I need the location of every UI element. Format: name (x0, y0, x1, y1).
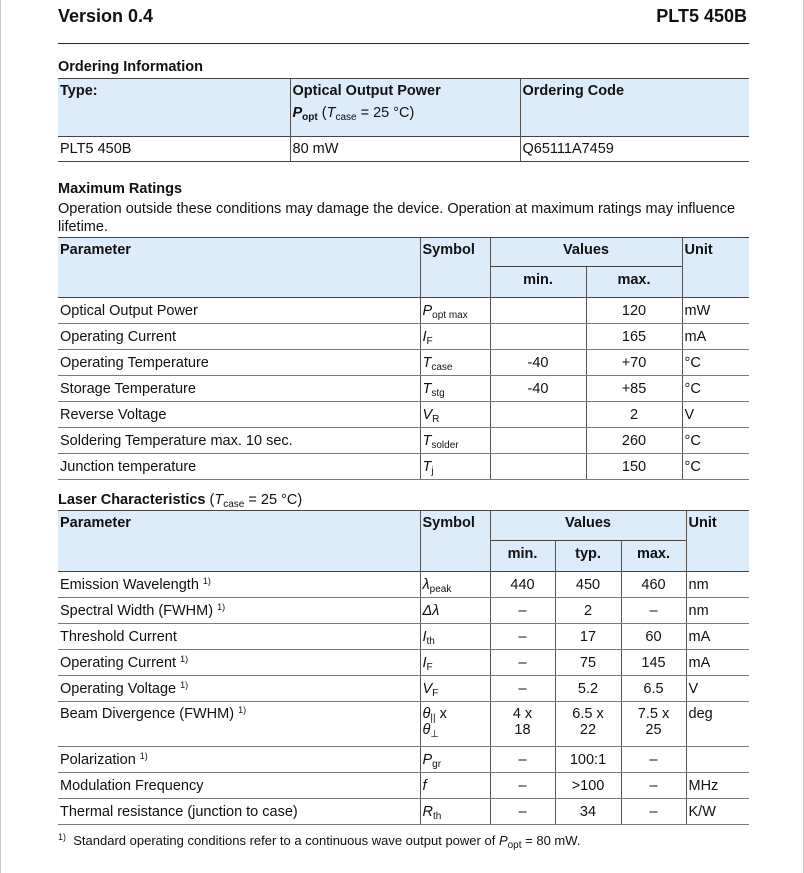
lc-parameter: Thermal resistance (junction to case) (58, 799, 420, 825)
mr-unit: °C (682, 428, 749, 454)
table-row (58, 324, 749, 350)
mr-max: 165 (586, 324, 682, 350)
lc-col-typ: typ. (555, 541, 621, 572)
lc-min: – (490, 598, 555, 624)
mr-col-max: max. (586, 267, 682, 298)
lc-unit: deg (686, 702, 749, 747)
lc-symbol: $R_{th}$ (420, 799, 490, 825)
mr-parameter: Optical Output Power (58, 298, 420, 324)
table-row (58, 454, 749, 480)
lc-unit: V (686, 676, 749, 702)
mr-unit: V (682, 402, 749, 428)
lc-symbol: $P_{gr}$ (420, 747, 490, 773)
mr-min (490, 324, 586, 350)
mr-max: 120 (586, 298, 682, 324)
mr-max: +70 (586, 350, 682, 376)
lc-max: – (621, 598, 686, 624)
mr-symbol: $V_R$ (420, 402, 490, 428)
lc-max: – (621, 747, 686, 773)
mr-symbol: $I_F$ (420, 324, 490, 350)
lc-typ: 34 (555, 799, 621, 825)
mr-max: +85 (586, 376, 682, 402)
mr-parameter: Soldering Temperature max. 10 sec. (58, 428, 420, 454)
lc-typ: 75 (555, 650, 621, 676)
lc-unit: nm (686, 572, 749, 598)
lc-typ: 2 (555, 598, 621, 624)
header-divider (58, 43, 749, 44)
lc-min: – (490, 676, 555, 702)
table-row (58, 402, 749, 428)
table-row (58, 799, 749, 825)
lc-symbol: f (420, 773, 490, 799)
ordering-table (58, 78, 749, 162)
lc-typ: 5.2 (555, 676, 621, 702)
laser-title: Laser Characteristics ($T_{case} = 25$ °C) (58, 492, 303, 510)
ordering-col-power (290, 79, 520, 137)
lc-unit: K/W (686, 799, 749, 825)
footnote-ref: 1) (180, 679, 189, 690)
lc-parameter: Beam Divergence (FWHM) $^{1)}$ (58, 702, 420, 747)
table-row (58, 350, 749, 376)
footnote-text: Standard operating conditions refer to a continuous wave output power of (73, 833, 496, 848)
lc-max: – (621, 799, 686, 825)
ordering-power-value: 80 mW (290, 137, 520, 162)
mr-min (490, 454, 586, 480)
lc-col-unit: Unit (686, 511, 749, 572)
lc-min: – (490, 773, 555, 799)
table-row (58, 376, 749, 402)
mr-symbol: $T_j$ (420, 454, 490, 480)
lc-parameter: Polarization $^{1)}$ (58, 747, 420, 773)
laser-body (58, 572, 749, 825)
mr-parameter: Junction temperature (58, 454, 420, 480)
footnote: $^{1)}$ Standard operating conditions refer to a continuous wave output power of $P_{opt} = 80$ mW. (58, 832, 581, 851)
table-row (58, 298, 749, 324)
lc-symbol: $I_F$ (420, 650, 490, 676)
lc-min: – (490, 799, 555, 825)
mr-unit: °C (682, 454, 749, 480)
lc-col-min: min. (490, 541, 555, 572)
lc-typ: 6.5 x 22 (555, 702, 621, 747)
ordering-header-row (58, 79, 749, 137)
lc-unit (686, 747, 749, 773)
ordering-row (58, 137, 749, 162)
mr-col-unit: Unit (682, 238, 749, 298)
mr-min (490, 298, 586, 324)
mr-max: 260 (586, 428, 682, 454)
lc-typ: 17 (555, 624, 621, 650)
lc-parameter: Operating Voltage $^{1)}$ (58, 676, 420, 702)
table-row (58, 624, 749, 650)
lc-typ: 450 (555, 572, 621, 598)
version-label: Version 0.4 (58, 6, 154, 26)
table-row (58, 702, 749, 747)
lc-symbol: Δλ (420, 598, 490, 624)
lc-col-symbol: Symbol (420, 511, 490, 572)
mr-col-min: min. (490, 267, 586, 298)
max-ratings-table (58, 237, 749, 480)
lc-unit: mA (686, 650, 749, 676)
footnote-mark: 1) (58, 832, 67, 842)
footnote-ref: 1) (139, 750, 148, 761)
lc-symbol: $\theta_{||}$ x $\theta_\perp$ (420, 702, 490, 747)
footnote-suffix: = 80 mW. (525, 833, 581, 848)
table-row (58, 650, 749, 676)
mr-symbol: $T_{solder}$ (420, 428, 490, 454)
footnote-ref: 1) (202, 575, 211, 586)
ordering-title: Ordering Information (58, 59, 203, 75)
laser-table (58, 510, 749, 825)
mr-symbol: $P_{opt max}$ (420, 298, 490, 324)
mr-max: 150 (586, 454, 682, 480)
mr-col-parameter: Parameter (58, 238, 420, 298)
mr-min (490, 402, 586, 428)
table-row (58, 773, 749, 799)
table-row (58, 572, 749, 598)
mr-unit: °C (682, 350, 749, 376)
lc-symbol: $\lambda_{peak}$ (420, 572, 490, 598)
lc-col-values: Values (490, 511, 686, 541)
ordering-col-code: Ordering Code (520, 79, 749, 137)
lc-max: – (621, 773, 686, 799)
footnote-ref: 1) (180, 653, 189, 664)
mr-unit: mW (682, 298, 749, 324)
lc-parameter: Emission Wavelength $^{1)}$ (58, 572, 420, 598)
lc-col-parameter: Parameter (58, 511, 420, 572)
lc-max: 6.5 (621, 676, 686, 702)
lc-max: 7.5 x 25 (621, 702, 686, 747)
lc-min: 4 x 18 (490, 702, 555, 747)
ordering-type-value: PLT5 450B (58, 137, 290, 162)
lc-parameter: Threshold Current (58, 624, 420, 650)
table-row (58, 598, 749, 624)
mr-col-symbol: Symbol (420, 238, 490, 298)
mr-max: 2 (586, 402, 682, 428)
lc-min: – (490, 747, 555, 773)
lc-unit: nm (686, 598, 749, 624)
mr-unit: mA (682, 324, 749, 350)
lc-min: – (490, 624, 555, 650)
mr-parameter: Storage Temperature (58, 376, 420, 402)
lc-col-max: max. (621, 541, 686, 572)
laser-header-row (58, 511, 749, 541)
mr-unit: °C (682, 376, 749, 402)
max-ratings-note: Operation outside these conditions may damage the device. Operation at maximum ratings may influence lifetime. (58, 201, 736, 235)
footnote-ref: 1) (238, 705, 247, 715)
ordering-col-type: Type: (58, 79, 290, 137)
ordering-power-condition: $P_{opt}$ ($T_{case} = 25$ °C) (292, 105, 415, 123)
lc-min: 440 (490, 572, 555, 598)
lc-symbol: $I_{th}$ (420, 624, 490, 650)
mr-symbol: $T_{stg}$ (420, 376, 490, 402)
mr-parameter: Reverse Voltage (58, 402, 420, 428)
product-name: PLT5 450B (656, 6, 747, 26)
ordering-col-power-label: Optical Output Power (292, 83, 441, 99)
mr-parameter: Operating Temperature (58, 350, 420, 376)
ordering-code-value: Q65111A7459 (520, 137, 749, 162)
lc-min: – (490, 650, 555, 676)
mr-col-values: Values (490, 238, 682, 267)
lc-parameter: Modulation Frequency (58, 773, 420, 799)
lc-parameter: Spectral Width (FWHM) $^{1)}$ (58, 598, 420, 624)
mr-symbol: $T_{case}$ (420, 350, 490, 376)
table-row (58, 428, 749, 454)
mr-min: -40 (490, 350, 586, 376)
mr-min: -40 (490, 376, 586, 402)
lc-unit: mA (686, 624, 749, 650)
lc-max: 460 (621, 572, 686, 598)
lc-typ: 100:1 (555, 747, 621, 773)
lc-symbol: $V_F$ (420, 676, 490, 702)
mr-min (490, 428, 586, 454)
lc-typ: >100 (555, 773, 621, 799)
max-ratings-header-row (58, 238, 749, 267)
mr-parameter: Operating Current (58, 324, 420, 350)
lc-unit: MHz (686, 773, 749, 799)
max-ratings-body (58, 298, 749, 480)
lc-max: 60 (621, 624, 686, 650)
footnote-ref: 1) (217, 601, 226, 612)
max-ratings-title: Maximum Ratings (58, 181, 183, 197)
lc-max: 145 (621, 650, 686, 676)
table-row (58, 747, 749, 773)
table-row (58, 676, 749, 702)
lc-parameter: Operating Current $^{1)}$ (58, 650, 420, 676)
